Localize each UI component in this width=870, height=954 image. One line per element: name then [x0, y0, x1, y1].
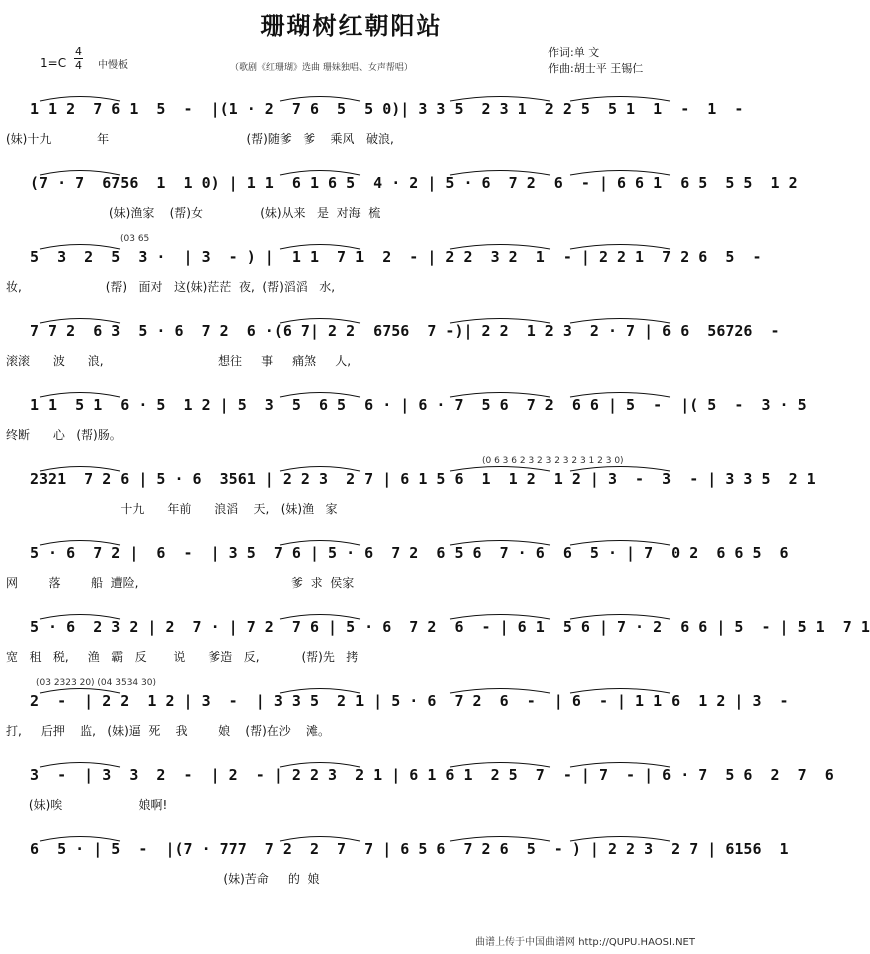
time-signature-bottom: 4: [75, 59, 82, 72]
notation-line: 5 · 6 2 3 2 | 2 7 · | 7 2 7 6 | 5 · 6 7 2 6 - | 6 1 5 6 | 7 · 2 6 6 | 5 - | 5 1 7 1: [30, 618, 870, 636]
notation-line: 6 5 · | 5 - |(7 · 777 7 2 2 7 7 | 6 5 6 7 2 6 5 - ) | 2 2 3 2 7 | 6156 1: [30, 840, 789, 858]
tempo-marking: 中慢板: [98, 60, 128, 71]
notation-line: 7 7 2 6 3 5 · 6 7 2 6 ·(6 7| 2 2 6756 7 -)| 2 2 1 2 3 2 · 7 | 6 6 56726 -: [30, 322, 780, 340]
notation-row: [30, 470, 816, 496]
notation-line: 5 3 2 5 3 · | 3 - ) | 1 1 7 1 2 - | 2 2 3 2 1 - | 2 2 1 7 2 6 5 -: [30, 248, 762, 266]
notation-row: [30, 840, 789, 866]
notation-row: [30, 396, 807, 422]
lyrics-line: 网 落 船 遭险, 爹 求 侯家: [6, 576, 355, 590]
notation-row: [30, 618, 870, 644]
ornament-annotation: (03 65: [120, 234, 150, 244]
notation-row: [30, 174, 798, 200]
notation-line: 2 - | 2 2 1 2 | 3 - | 3 3 5 2 1 | 5 · 6 7 2 6 - | 6 - | 1 1 6 1 2 | 3 -: [30, 692, 789, 710]
notation-row: [30, 248, 762, 274]
notation-line: 3 - | 3 3 2 - | 2 - | 2 2 3 2 1 | 6 1 6 1 2 5 7 - | 7 - | 6 · 7 5 6 2 7 6: [30, 766, 834, 784]
time-signature: [74, 46, 83, 71]
lyrics-line: 宽 租 税, 渔 霸 反 说 爹造 反, (帮)先 拷: [6, 650, 359, 664]
notation-line: 2321 7 2 6 | 5 · 6 3561 | 2 2 3 2 7 | 6 1 5 6 1 1 2 1 2 | 3 - 3 - | 3 3 5 2 1: [30, 470, 816, 488]
lyrics-line: 十九 年前 浪滔 天, (妹)渔 家: [6, 502, 338, 516]
notation-row: [30, 766, 834, 792]
ornament-annotation: (03 2323 20) (04 3534 30): [36, 678, 156, 688]
key-signature: 1=C: [40, 56, 67, 70]
lyrics-line: 妆, (帮) 面对 这(妹)茫茫 夜, (帮)滔滔 水,: [6, 280, 336, 294]
notation-row: [30, 692, 789, 718]
time-signature-top: 4: [75, 45, 82, 58]
lyrics-line: 滚滚 波 浪, 想往 事 痛煞 人,: [6, 354, 352, 368]
notation-line: 5 · 6 7 2 | 6 - | 3 5 7 6 | 5 · 6 7 2 6 5 6 7 · 6 6 5 · | 7 0 2 6 6 5 6: [30, 544, 789, 562]
page-title: 珊瑚树红朝阳站: [260, 12, 443, 40]
lyrics-line: (妹)苦命 的 娘: [6, 872, 320, 886]
lyrics-line: (妹)渔家 (帮)女 (妹)从来 是 对海 梳: [6, 206, 381, 220]
notation-row: [30, 100, 744, 126]
subtitle: （歌剧《红珊瑚》选曲 珊妹独唱、女声帮唱）: [230, 63, 413, 73]
lyrics-line: 终断 心 (帮)肠。: [6, 428, 122, 442]
lyricist: 作词:单 文: [548, 46, 600, 59]
notation-row: [30, 544, 789, 570]
footer-watermark: 曲谱上传于中国曲谱网 http://QUPU.HAOSI.NET: [475, 937, 695, 948]
lyrics-line: 打, 后押 监, (妹)逼 死 我 娘 (帮)在沙 滩。: [6, 724, 331, 738]
notation-line: 1 1 2 7 6 1 5 - |(1 · 2 7 6 5 5 0)| 3 3 5 2 3 1 2 2 5 5 1 1 - 1 -: [30, 100, 744, 118]
notation-row: [30, 322, 780, 348]
lyrics-line: (妹)十九 年 (帮)随爹 爹 乘风 破浪,: [6, 132, 394, 146]
ornament-annotation: (0 6 3 6 2 3 2 3 2 3 2 3 1 2 3 0): [482, 456, 624, 466]
notation-line: 1 1 5 1 6 · 5 1 2 | 5 3 5 6 5 6 · | 6 · 7 5 6 7 2 6 6 | 5 - |( 5 - 3 · 5: [30, 396, 807, 414]
lyrics-line: (妹)唉 娘啊!: [6, 798, 168, 812]
composer: 作曲:胡士平 王锡仁: [548, 62, 644, 75]
notation-line: (7 · 7 6756 1 1 0) | 1 1 6 1 6 5 4 · 2 | 5 · 6 7 2 6 - | 6 6 1 6 5 5 5 1 2: [30, 174, 798, 192]
